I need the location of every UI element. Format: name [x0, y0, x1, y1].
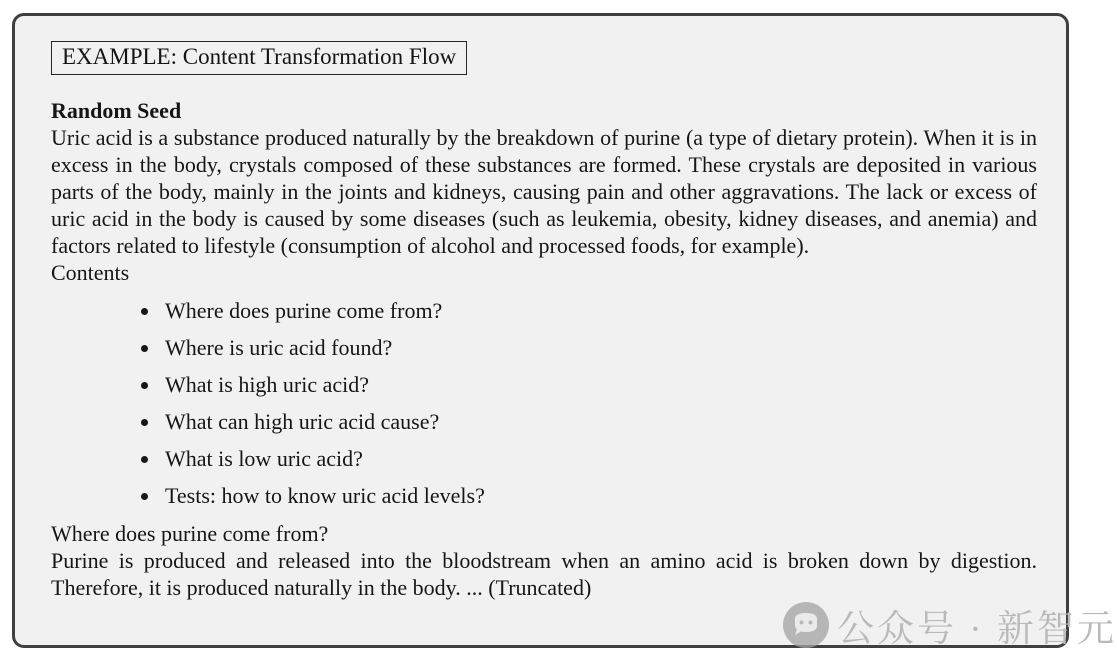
list-item: • Where does purine come from? [161, 297, 1037, 324]
qa-question: Where does purine come from? [51, 521, 329, 546]
qa-answer: Purine is produced and released into the bloodstream when an amino acid is broken down by digestion. Therefore, it is produced naturally in the body. ... (Truncated) [51, 548, 1037, 600]
contents-label: Contents [51, 260, 130, 285]
watermark-text: 公众号 · 新智元 [837, 609, 1117, 650]
example-title: EXAMPLE: Content Transformation Flow [62, 44, 457, 69]
list-item: • Tests: how to know uric acid levels? [161, 482, 1037, 509]
contents-list [51, 297, 1037, 509]
seed-paragraph: Uric acid is a substance produced naturally by the breakdown of purine (a type of dietary protein). When it is in excess in the body, crystals composed of these substances are formed. These crystals are deposited in various parts of the body, mainly in the joints and kidneys, causing pain and other aggravations. The lack or excess of uric acid in the body is caused by some diseases (such as leukemia, obesity, kidney diseases, and anemia) and factors related to lifestyle (consumption of alcohol and processed foods, for example). [51, 125, 1037, 258]
watermark [783, 598, 1117, 652]
list-item: • What can high uric acid cause? [161, 408, 1037, 435]
example-box [12, 13, 1117, 650]
chat-bubble-logo-icon [783, 602, 829, 648]
list-item: • Where is uric acid found? [161, 334, 1037, 361]
list-item: • What is low uric acid? [161, 445, 1037, 472]
example-title-box [51, 41, 467, 75]
seed-heading: Random Seed [51, 98, 182, 123]
example-content [51, 97, 1037, 601]
list-item: • What is high uric acid? [161, 371, 1037, 398]
